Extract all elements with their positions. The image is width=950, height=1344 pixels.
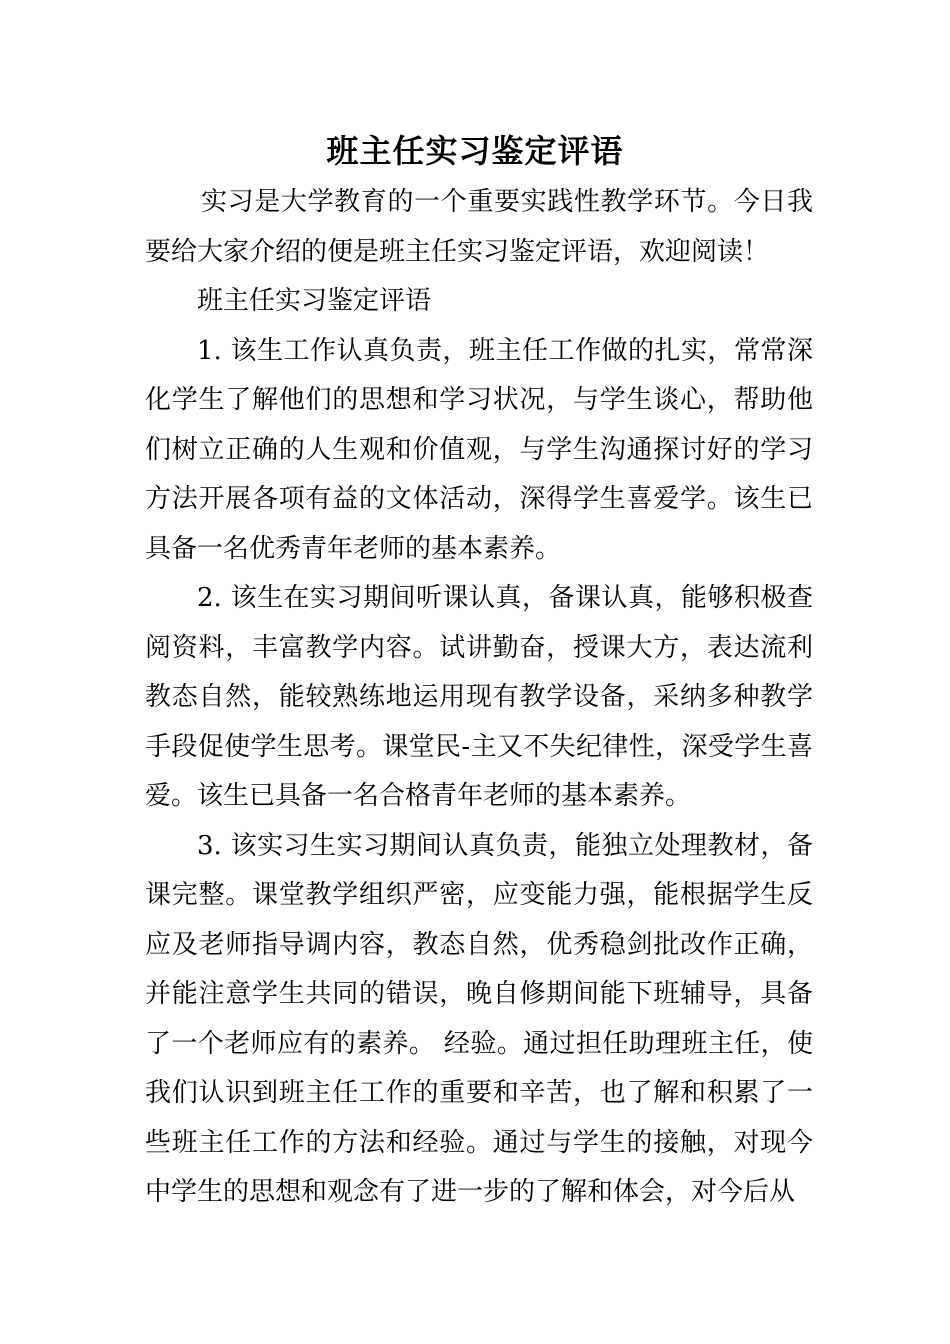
section-heading: 班主任实习鉴定评语 xyxy=(197,286,432,316)
comment-paragraph-1: 1. 该生工作认真负责，班主任工作做的扎实，常常深化学生了解他们的思想和学习状况，与学生谈心，帮助他们树立正确的人生观和价值观，与学生沟通探讨好的学习方法开展各项有益的文体活动，深得学生喜爱学。该生已具备一名优秀青年老师的基本素养。 xyxy=(145,335,813,564)
comment-paragraph-3: 3. 该实习生实习期间认真负责，能独立处理教材，备课完整。课堂教学组织严密，应变能力强，能根据学生反应及老师指导调内容，教态自然，优秀稳剑批改作正确，并能注意学生共同的错误，晚自修期间能下班辅导，具备了一个老师应有的素养。 经验。通过担任助理班主任，使我们认识到班主任工作的重要和辛苦，也了解和积累了一些班主任工作的方法和经验。通过与学生的接触，对现今中学生的思想和观念有了进一步的了解和体会，对今后从 xyxy=(145,830,813,1207)
comment-paragraph-2: 2. 该生在实习期间听课认真，备课认真，能够积极查阅资料，丰富教学内容。试讲勤奋，授课大方，表达流利教态自然，能较熟练地运用现有教学设备，采纳多种教学手段促使学生思考。课堂民-主又不失纪律性，深受学生喜爱。该生已具备一名合格青年老师的基本素养。 xyxy=(145,583,813,811)
intro-paragraph: 实习是大学教育的一个重要实践性教学环节。今日我要给大家介绍的便是班主任实习鉴定评语，欢迎阅读！ xyxy=(145,187,813,267)
document-title: 班主任实习鉴定评语 xyxy=(326,132,624,170)
document-body xyxy=(145,178,813,1218)
